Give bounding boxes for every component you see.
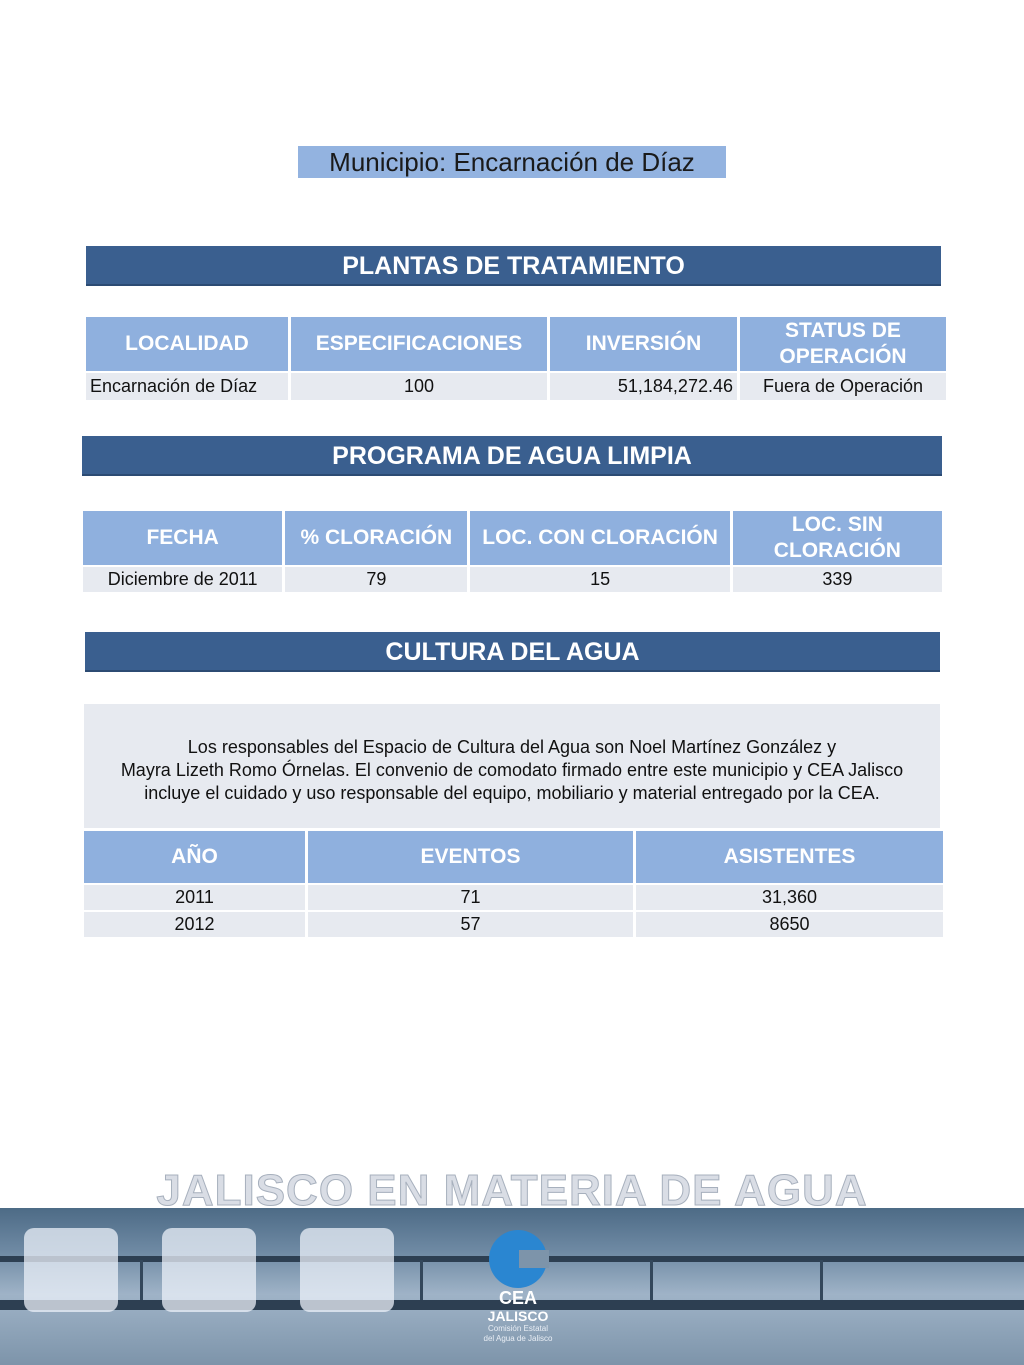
plantas-header-especificaciones: ESPECIFICACIONES bbox=[291, 317, 547, 373]
plantas-table bbox=[83, 317, 949, 402]
plantas-header-localidad: LOCALIDAD bbox=[86, 317, 288, 373]
table-row bbox=[86, 373, 946, 402]
agua-cell-fecha: Diciembre de 2011 bbox=[83, 567, 282, 594]
bridge-post bbox=[820, 1260, 823, 1300]
cea-logo-small-1: Comisión Estatal bbox=[487, 1324, 549, 1333]
cultura-cell-eventos: 57 bbox=[308, 912, 633, 939]
agua-cell-cloracion: 79 bbox=[285, 567, 467, 594]
photo-thumbnail bbox=[300, 1228, 394, 1312]
cultura-line-3: incluye el cuidado y uso responsable del equipo, mobiliario y material entregado por la CEA. bbox=[144, 783, 880, 803]
cultura-cell-asistentes: 8650 bbox=[636, 912, 943, 939]
table-row bbox=[84, 885, 943, 912]
agua-limpia-table bbox=[80, 511, 945, 594]
table-row bbox=[83, 567, 942, 594]
cultura-header-asistentes: ASISTENTES bbox=[636, 831, 943, 885]
plantas-title: PLANTAS DE TRATAMIENTO bbox=[86, 246, 941, 286]
cultura-line-1: Los responsables del Espacio de Cultura del Agua son Noel Martínez González y bbox=[187, 737, 837, 757]
plantas-cell-inversion: 51,184,272.46 bbox=[550, 373, 737, 402]
bridge-post bbox=[650, 1260, 653, 1300]
photo-thumbnail bbox=[162, 1228, 256, 1312]
agua-header-loc-con: LOC. CON CLORACIÓN bbox=[470, 511, 729, 567]
cultura-title: CULTURA DEL AGUA bbox=[85, 632, 940, 672]
cultura-header-ano: AÑO bbox=[84, 831, 305, 885]
cultura-description bbox=[84, 704, 940, 828]
table-row bbox=[84, 912, 943, 939]
bridge-post bbox=[140, 1260, 143, 1300]
municipio-label: Municipio: Encarnación de Díaz bbox=[298, 146, 726, 178]
cultura-table bbox=[81, 831, 946, 939]
cea-logo-small-2: del Agua de Jalisco bbox=[483, 1334, 553, 1343]
agua-header-fecha: FECHA bbox=[83, 511, 282, 567]
cultura-cell-asistentes: 31,360 bbox=[636, 885, 943, 912]
plantas-header-inversion: INVERSIÓN bbox=[550, 317, 737, 373]
bridge-post bbox=[420, 1260, 423, 1300]
agua-header-cloracion: % CLORACIÓN bbox=[285, 511, 467, 567]
photo-thumbnail bbox=[24, 1228, 118, 1312]
cea-logo-text: CEA bbox=[498, 1288, 537, 1308]
agua-limpia-title: PROGRAMA DE AGUA LIMPIA bbox=[82, 436, 942, 476]
footer-photo-banner bbox=[0, 1208, 1024, 1365]
cultura-header-eventos: EVENTOS bbox=[308, 831, 633, 885]
cea-jalisco-logo bbox=[478, 1230, 558, 1360]
footer-title: JALISCO EN MATERIA DE AGUA bbox=[156, 1166, 868, 1215]
agua-header-loc-sin: LOC. SIN CLORACIÓN bbox=[733, 511, 942, 567]
cultura-cell-eventos: 71 bbox=[308, 885, 633, 912]
plantas-cell-status: Fuera de Operación bbox=[740, 373, 946, 402]
cea-logo-icon bbox=[489, 1230, 547, 1288]
agua-cell-loc-sin: 339 bbox=[733, 567, 942, 594]
plantas-cell-localidad: Encarnación de Díaz bbox=[86, 373, 288, 402]
agua-cell-loc-con: 15 bbox=[470, 567, 729, 594]
plantas-cell-especificaciones: 100 bbox=[291, 373, 547, 402]
cea-logo-subtext: JALISCO bbox=[487, 1308, 549, 1324]
cultura-cell-ano: 2012 bbox=[84, 912, 305, 939]
cultura-line-2: Mayra Lizeth Romo Órnelas. El convenio de comodato firmado entre este municipio y CEA Jalisco bbox=[120, 760, 904, 780]
cultura-cell-ano: 2011 bbox=[84, 885, 305, 912]
plantas-header-status: STATUS DE OPERACIÓN bbox=[740, 317, 946, 373]
